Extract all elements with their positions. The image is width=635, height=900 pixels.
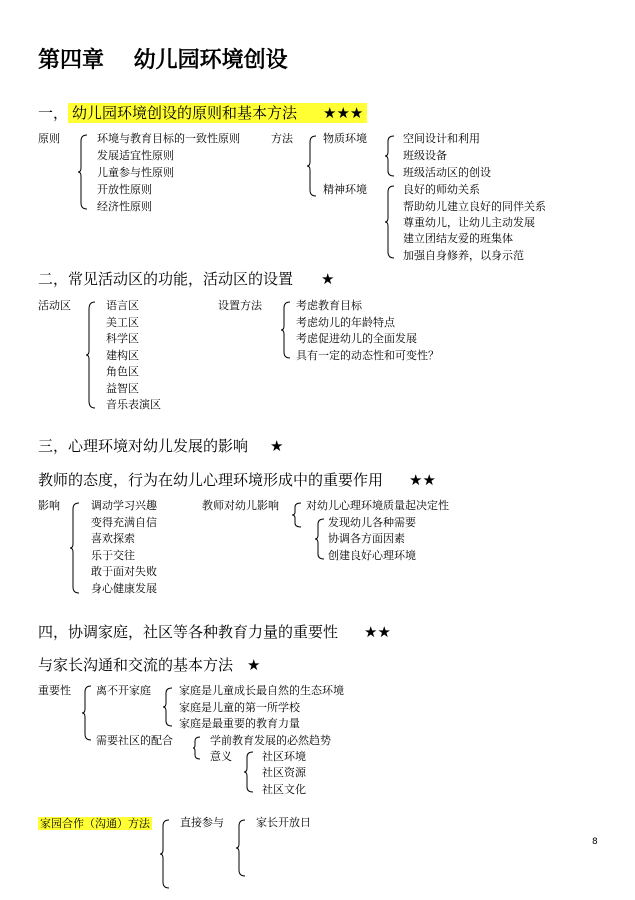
section4-title: 四，协调家庭，社区等各种教育力量的重要性 (38, 623, 339, 641)
spirit-item: 良好的师幼关系 (403, 183, 480, 196)
family-label: 离不开家庭 (96, 684, 151, 697)
influence-item: 调动学习兴趣 (91, 499, 157, 512)
coop-label: 家园合作（沟通）方法 (40, 817, 150, 830)
direct-item: 家长开放日 (256, 816, 311, 829)
influence-label: 影响 (38, 499, 60, 512)
area-item: 益智区 (106, 382, 139, 395)
area-item: 建构区 (106, 349, 139, 362)
material-brace (385, 136, 395, 176)
setup-item: 具有一定的动态性和可变性？ (296, 349, 439, 362)
section3-heading (38, 439, 283, 454)
meaning-brace (244, 752, 254, 792)
material-item: 班级活动区的创设 (403, 166, 491, 179)
community-first: 学前教育发展的必然趋势 (210, 734, 331, 747)
section3-stars: ★ (270, 437, 284, 455)
teacher-sub-brace (315, 519, 325, 559)
coop-brace (160, 820, 170, 888)
material-label: 物质环境 (323, 132, 367, 145)
teacher-label: 教师对幼儿影响 (202, 499, 279, 512)
influence-item: 变得充满自信 (91, 516, 157, 529)
meaning-item: 社区环境 (262, 750, 306, 763)
spirit-item: 加强自身修养，以身示范 (403, 249, 524, 262)
methods-brace (307, 136, 317, 196)
meaning-label: 意义 (210, 750, 232, 763)
section1-heading (38, 106, 367, 121)
teacher-brace (292, 503, 302, 527)
principle-item: 儿童参与性原则 (97, 166, 174, 179)
direct-label: 直接参与 (180, 816, 224, 829)
section3-subheading (38, 473, 436, 488)
methods-label: 方法 (271, 132, 293, 145)
importance-brace (82, 686, 92, 740)
section4-stars: ★★ (364, 623, 391, 641)
section2-title: 二，常见活动区的功能，活动区的设置 (38, 270, 294, 288)
family-item: 家庭是最重要的教育力量 (179, 717, 300, 730)
section4-sub-stars: ★ (247, 656, 261, 674)
principles-label: 原则 (38, 132, 60, 145)
teacher-item: 创建良好心理环境 (328, 549, 416, 562)
page-number: 8 (592, 837, 598, 847)
meaning-item: 社区文化 (262, 783, 306, 796)
section4-subtitle: 与家长沟通和交流的基本方法 (38, 656, 234, 674)
section1-stars: ★★★ (323, 104, 364, 122)
community-brace (193, 737, 201, 759)
section2-heading (38, 272, 334, 287)
influence-brace (70, 503, 80, 593)
influence-item: 敢于面对失败 (91, 565, 157, 578)
teacher-item: 协调各方面因素 (328, 532, 405, 545)
meaning-item: 社区资源 (262, 766, 306, 779)
chapter-title: 第四章 幼儿园环境创设 (38, 48, 288, 73)
section3-title: 三，心理环境对幼儿发展的影响 (38, 437, 249, 455)
section4-heading (38, 625, 391, 640)
area-item: 科学区 (106, 332, 139, 345)
influence-item: 喜欢探索 (91, 532, 135, 545)
material-item: 空间设计和利用 (403, 132, 480, 145)
teacher-item: 发现幼儿各种需要 (328, 516, 416, 529)
influence-item: 乐于交往 (91, 549, 135, 562)
spirit-item: 建立团结友爱的班集体 (403, 232, 513, 245)
spirit-label: 精神环境 (323, 183, 367, 196)
area-item: 语言区 (106, 299, 139, 312)
principle-item: 环境与教育目标的一致性原则 (97, 132, 240, 145)
family-item: 家庭是儿童成长最自然的生态环境 (179, 684, 344, 697)
principles-brace (78, 135, 88, 209)
area-item: 音乐表演区 (106, 398, 161, 411)
spirit-item: 尊重幼儿，让幼儿主动发展 (403, 216, 535, 229)
setup-item: 考虑幼儿的年龄特点 (296, 316, 395, 329)
setup-brace (281, 302, 291, 358)
section1-highlight (68, 103, 367, 123)
setup-label: 设置方法 (218, 299, 262, 312)
setup-item: 考虑促进幼儿的全面发展 (296, 332, 417, 345)
principle-item: 开放性原则 (97, 183, 152, 196)
areas-brace (86, 302, 96, 408)
area-item: 美工区 (106, 316, 139, 329)
family-brace (163, 688, 173, 726)
material-item: 班级设备 (403, 149, 447, 162)
section1-title: 幼儿园环境创设的原则和基本方法 (72, 104, 298, 122)
areas-label: 活动区 (38, 299, 71, 312)
section3-sub-stars: ★★ (409, 471, 436, 489)
section4-subheading (38, 658, 260, 673)
principle-item: 发展适宜性原则 (97, 149, 174, 162)
section2-stars: ★ (321, 270, 335, 288)
section3-subtitle: 教师的态度，行为在幼儿心理环境形成中的重要作用 (38, 471, 384, 489)
spirit-item: 帮助幼儿建立良好的同伴关系 (403, 200, 546, 213)
teacher-first: 对幼儿心理环境质量起决定性 (306, 499, 449, 512)
principle-item: 经济性原则 (97, 200, 152, 213)
area-item: 角色区 (106, 365, 139, 378)
influence-item: 身心健康发展 (91, 582, 157, 595)
setup-item: 考虑教育目标 (296, 299, 362, 312)
spirit-brace (385, 186, 395, 258)
family-item: 家庭是儿童的第一所学校 (179, 701, 300, 714)
importance-label: 重要性 (38, 684, 71, 697)
direct-brace (236, 820, 246, 876)
community-label: 需要社区的配合 (96, 734, 173, 747)
section1-number: 一， (38, 104, 69, 122)
